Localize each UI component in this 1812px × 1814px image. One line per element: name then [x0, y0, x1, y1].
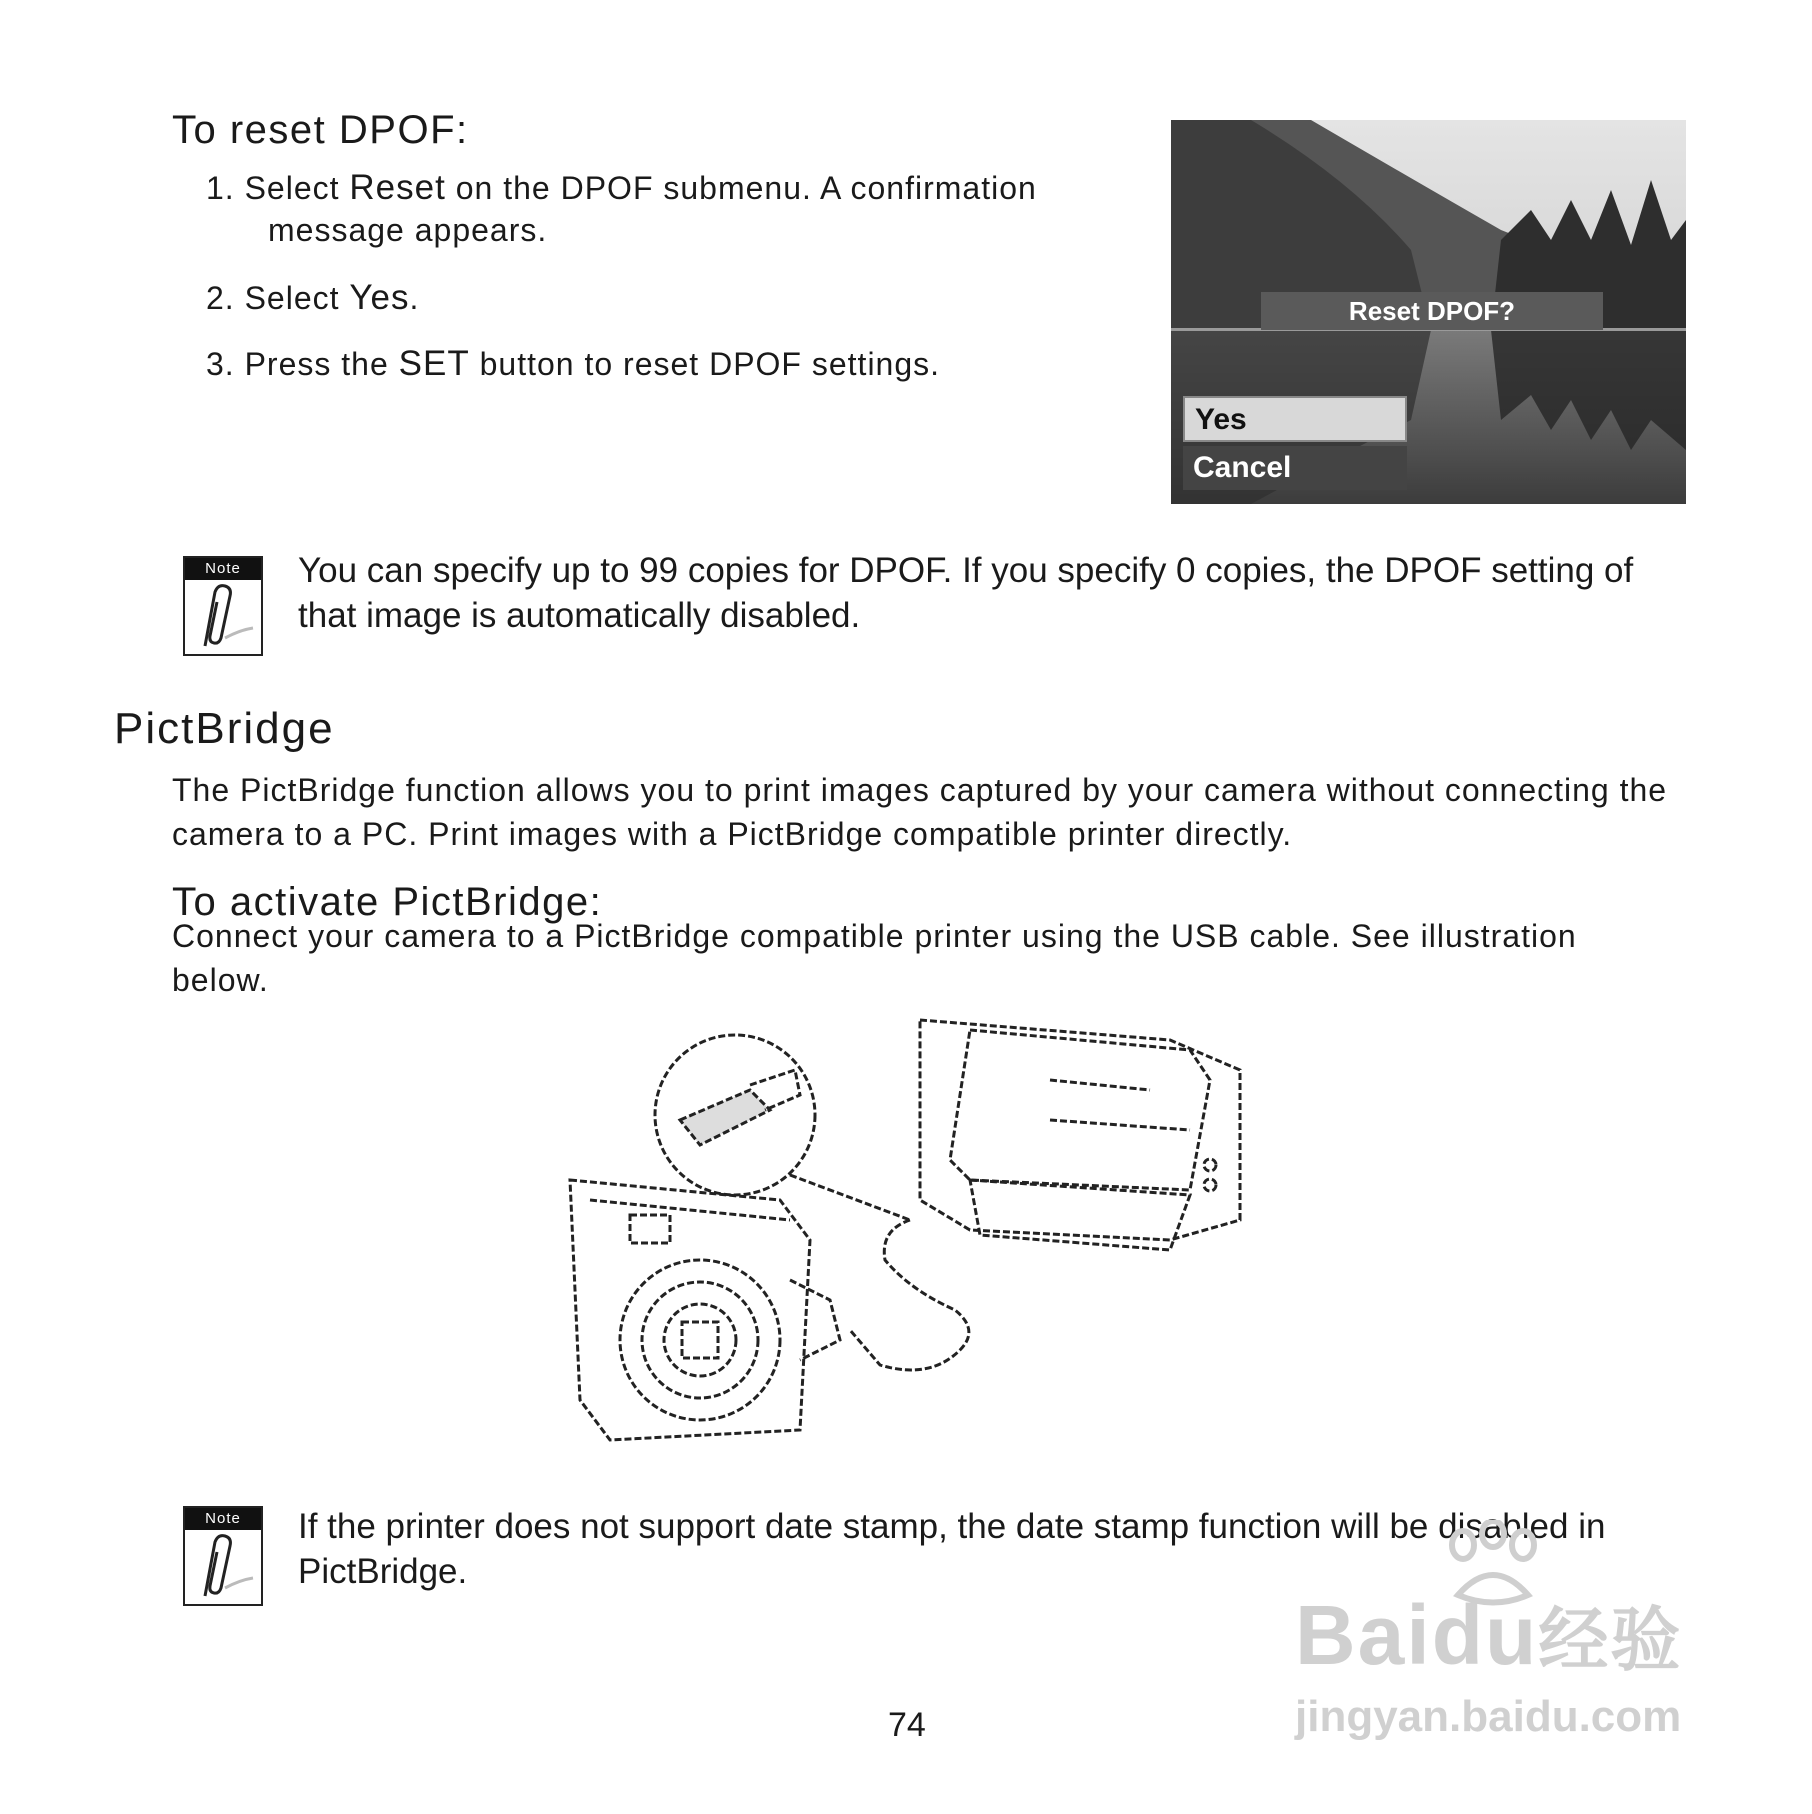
- option-yes[interactable]: Yes: [1183, 396, 1407, 442]
- step-2-keyword: Yes: [349, 278, 410, 317]
- note-icon-2: [183, 1506, 263, 1606]
- step-2: 2. Select Yes.: [206, 278, 420, 317]
- paw-icon: [1438, 1520, 1548, 1610]
- camera-printer-illustration: [550, 1000, 1290, 1450]
- camera-lens: [620, 1260, 780, 1420]
- watermark-logo: Baidu经验: [1295, 1588, 1683, 1682]
- note-tag-2: Note: [185, 1508, 261, 1530]
- activate-heading: To activate PictBridge:: [172, 880, 603, 924]
- step-3-keyword: SET: [398, 344, 470, 383]
- note-icon: [183, 556, 263, 656]
- watermark-url: jingyan.baidu.com: [1295, 1692, 1682, 1741]
- page-number: 74: [888, 1706, 926, 1744]
- note-1-text: You can specify up to 99 copies for DPOF. If you specify 0 copies, the DPOF setting of that image is automatically disabled.: [298, 551, 1634, 635]
- step-1: 1. Select Reset on the DPOF submenu. A confirmation: [206, 168, 1037, 207]
- activate-text: Connect your camera to a PictBridge compatible printer using the USB cable. See illustration below.: [172, 918, 1577, 998]
- camera-screen-image: [1171, 120, 1686, 504]
- dialog-title: Reset DPOF?: [1261, 292, 1603, 330]
- pictbridge-intro: The PictBridge function allows you to print images captured by your camera without connecting the camera to a PC. Print images with a PictBridge compatible printer directly.: [172, 772, 1668, 852]
- paperclip-icon-2: [185, 1530, 261, 1604]
- reset-heading: To reset DPOF:: [172, 108, 469, 152]
- step-3: 3. Press the SET button to reset DPOF settings.: [206, 344, 941, 383]
- section-title: PictBridge: [114, 704, 335, 753]
- option-cancel[interactable]: Cancel: [1183, 446, 1407, 490]
- usb-cable: [850, 1220, 969, 1370]
- step-1-keyword: Reset: [349, 168, 446, 207]
- usb-connection-diagram: [550, 1000, 1290, 1450]
- step-1-continued: message appears.: [268, 212, 548, 248]
- paperclip-icon: [185, 580, 261, 654]
- note-tag: Note: [185, 558, 261, 580]
- note-2-text: If the printer does not support date stamp, the date stamp function will be disabled in PictBridge.: [298, 1507, 1606, 1591]
